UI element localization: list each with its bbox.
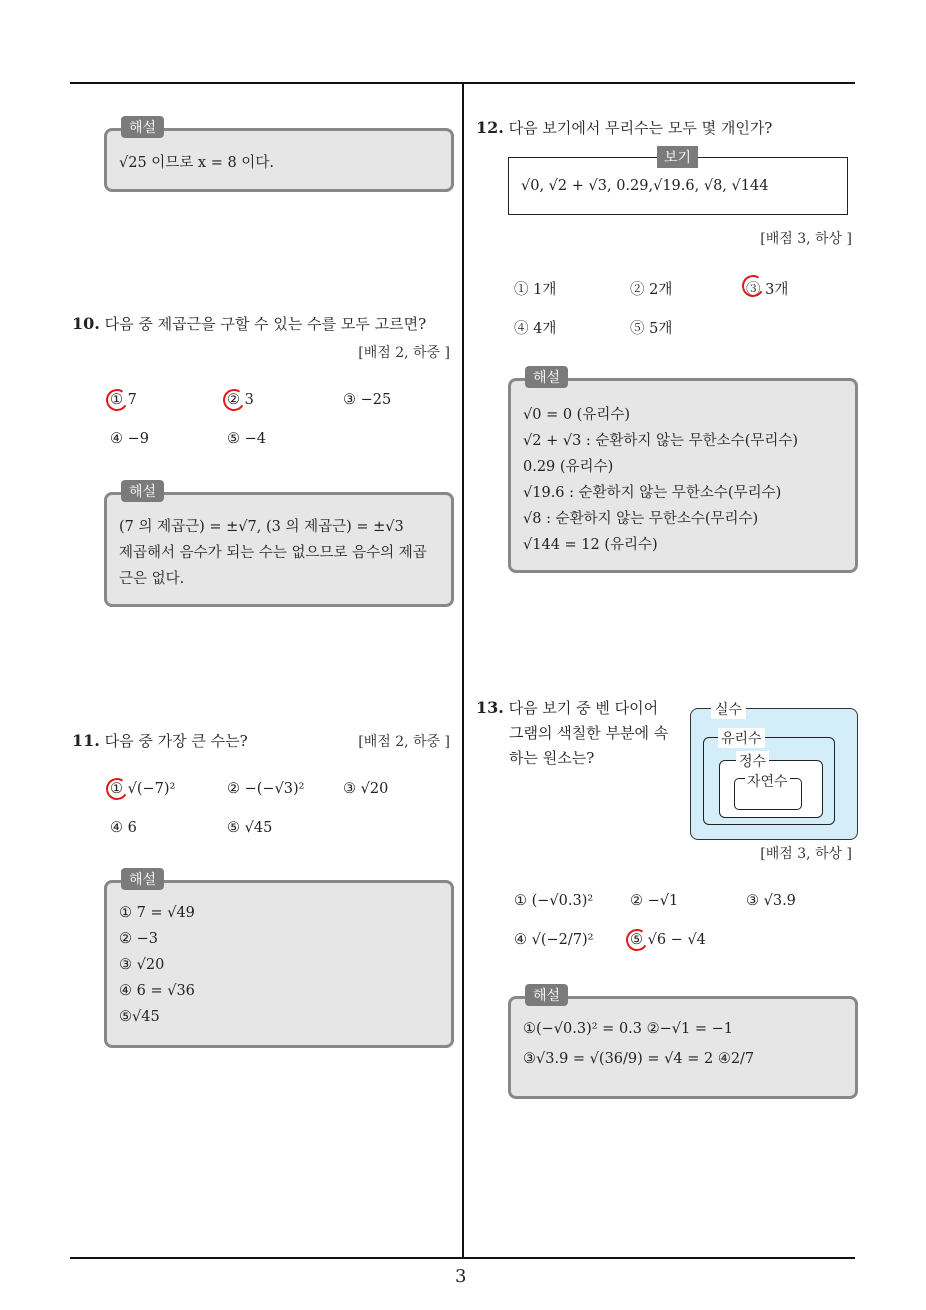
- question-text: 다음 보기에서 무리수는 모두 몇 개인가?: [508, 119, 773, 137]
- solution-line: 근은 없다.: [119, 571, 185, 587]
- q11-option-5[interactable]: ⑤ √45: [227, 820, 273, 836]
- solution-tag: 해설: [121, 480, 164, 502]
- solution-tag: 해설: [525, 366, 568, 388]
- solution-line: ①(−√0.3)² = 0.3 ②−√1 = −1: [523, 1021, 733, 1037]
- question-number: 11.: [72, 731, 100, 750]
- venn-label-real: 실수: [711, 699, 746, 719]
- venn-set-natural: [734, 774, 802, 810]
- q13-option-1[interactable]: ① (−√0.3)²: [514, 893, 594, 909]
- solution-line: (7 의 제곱근) = ±√7, (3 의 제곱근) = ±√3: [119, 519, 404, 535]
- venn-label-natural: 자연수: [745, 771, 790, 791]
- answer-mark: [104, 776, 130, 802]
- solution-line: ② −3: [119, 931, 158, 947]
- q12-option-4[interactable]: ④ 4개: [514, 321, 557, 337]
- bogi-tag: 보기: [657, 146, 698, 168]
- solution-line: √144 = 12 (유리수): [523, 537, 658, 553]
- answer-mark: [104, 387, 130, 413]
- question-text: 다음 중 제곱근을 구할 수 있는 수를 모두 고르면?: [104, 315, 427, 333]
- q13-meta: [배점 3, 하상 ]: [760, 846, 852, 862]
- solution-line: ③ √20: [119, 957, 165, 973]
- solution-line: ⑤√45: [119, 1009, 160, 1025]
- solution-line: ① 7 = √49: [119, 905, 195, 921]
- q10-meta: [배점 2, 하중 ]: [358, 345, 450, 361]
- q12-option-2[interactable]: ② 2개: [630, 282, 673, 298]
- q10-solution-box: [104, 484, 454, 607]
- q11-option-2[interactable]: ② −(−√3)²: [227, 781, 305, 797]
- q10-option-3[interactable]: ③ −25: [343, 392, 392, 408]
- question-number: 10.: [72, 314, 100, 333]
- q13-option-5[interactable]: ⑤ √6 − √4: [630, 932, 706, 948]
- q10-header: [72, 313, 426, 334]
- q12-option-5[interactable]: ⑤ 5개: [630, 321, 673, 337]
- q12-solution-box: [508, 370, 858, 573]
- q9-solution-box: [104, 120, 454, 192]
- solution-line: √8 : 순환하지 않는 무한소수(무리수): [523, 511, 759, 527]
- solution-line: √25 이므로 x = 8 이다.: [119, 155, 274, 171]
- q10-option-4[interactable]: ④ −9: [110, 431, 149, 447]
- q13-option-4[interactable]: ④ √(−2/7)²: [514, 932, 594, 948]
- venn-set-integer: [719, 754, 823, 818]
- solution-tag: 해설: [121, 868, 164, 890]
- column-divider: [462, 83, 464, 1258]
- question-text-line: 하는 원소는?: [509, 749, 595, 767]
- venn-diagram: [690, 702, 858, 840]
- q13-solution-box: [508, 988, 858, 1099]
- venn-label-rational: 유리수: [718, 728, 765, 748]
- q12-option-3[interactable]: ③ 3개: [746, 282, 789, 298]
- solution-line: ④ 6 = √36: [119, 983, 195, 999]
- q12-header: [476, 117, 772, 138]
- answer-mark: [221, 387, 247, 413]
- q11-option-1[interactable]: ① √(−7)²: [110, 781, 176, 797]
- solution-tag: 해설: [121, 116, 164, 138]
- q13-option-2[interactable]: ② −√1: [630, 893, 679, 909]
- q11-meta: [배점 2, 하중 ]: [358, 734, 450, 750]
- solution-line: ③√3.9 = √(36/9) = √4 = 2 ④2/7: [523, 1051, 755, 1067]
- question-text-line: 그램의 색칠한 부분에 속: [509, 724, 669, 742]
- solution-line: √19.6 : 순환하지 않는 무한소수(무리수): [523, 485, 782, 501]
- q12-bogi-box: [508, 150, 848, 215]
- bogi-content: √0, √2 + √3, 0.29,√19.6, √8, √144: [521, 178, 769, 194]
- q11-solution-box: [104, 872, 454, 1048]
- q12-meta: [배점 3, 하상 ]: [760, 231, 852, 247]
- question-text: 다음 중 가장 큰 수는?: [104, 732, 248, 750]
- venn-label-integer: 정수: [736, 751, 769, 771]
- q13-header: [476, 695, 668, 771]
- venn-set-rational: [703, 731, 835, 825]
- q10-option-5[interactable]: ⑤ −4: [227, 431, 266, 447]
- q11-option-3[interactable]: ③ √20: [343, 781, 389, 797]
- q10-option-1[interactable]: ① 7: [110, 392, 137, 408]
- q13-option-3[interactable]: ③ √3.9: [746, 893, 796, 909]
- q12-option-1[interactable]: ① 1개: [514, 282, 557, 298]
- q10-option-2[interactable]: ② 3: [227, 392, 254, 408]
- solution-line: 제곱해서 음수가 되는 수는 없으므로 음수의 제곱: [119, 545, 427, 561]
- question-number: 13.: [476, 698, 504, 717]
- bottom-rule: [70, 1257, 855, 1259]
- question-text-line: 다음 보기 중 벤 다이어: [508, 699, 659, 717]
- q11-option-4[interactable]: ④ 6: [110, 820, 137, 836]
- solution-line: 0.29 (유리수): [523, 459, 614, 475]
- solution-tag: 해설: [525, 984, 568, 1006]
- answer-mark: [624, 927, 650, 953]
- solution-line: √0 = 0 (유리수): [523, 407, 631, 423]
- page-number: 3: [455, 1266, 467, 1287]
- q11-header: [72, 730, 248, 751]
- question-number: 12.: [476, 118, 504, 137]
- solution-line: √2 + √3 : 순환하지 않는 무한소수(무리수): [523, 433, 799, 449]
